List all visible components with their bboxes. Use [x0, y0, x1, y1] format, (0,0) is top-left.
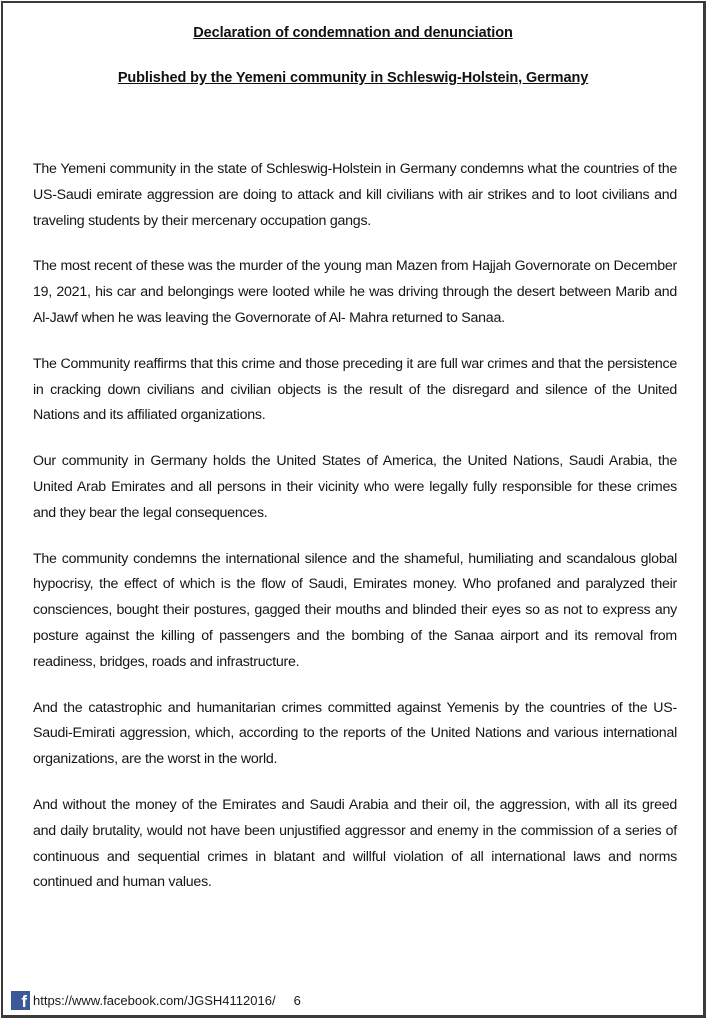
footer-url[interactable]: https://www.facebook.com/JGSH4112016/ [33, 993, 276, 1008]
document-page [1, 1, 706, 1018]
page-footer [11, 991, 301, 1010]
facebook-icon: f [11, 991, 30, 1010]
document-title: Declaration of condemnation and denunciation [193, 25, 513, 41]
paragraph: Our community in Germany holds the United States of America, the United Nations, Saudi Arabia, the United Arab Emirates and all persons in their vicinity who were legally fully responsible for these crimes and they bear the legal consequences. [33, 453, 677, 521]
paragraph: The community condemns the international silence and the shameful, humiliating and scandalous global hypocrisy, the effect of which is the flow of Saudi, Emirates money. Who profaned and paralyzed their consciences, bought their postures, gagged their mouths and blinded their eyes so as not to express any posture against the killing of passengers and the bombing of the Sanaa airport and its removal from readiness, bridges, roads and infrastructure. [33, 550, 677, 670]
paragraph: And without the money of the Emirates and Saudi Arabia and their oil, the aggression, with all its greed and daily brutality, would not have been unjustified aggressor and enemy in the commission of a series of continuous and sequential crimes in blatant and willful violation of all international laws and norms continued and human values. [33, 796, 677, 891]
paragraph: The Yemeni community in the state of Schleswig-Holstein in Germany condemns what the countries of the US-Saudi emirate aggression are doing to attack and kill civilians with air strikes and to loot civilians and traveling students by their mercenary occupation gangs. [33, 161, 677, 229]
paragraph: The most recent of these was the murder of the young man Mazen from Hajjah Governorate on December 19, 2021, his car and belongings were looted while he was driving through the desert between Marib and Al-Jawf when he was leaving the Governorate of Al- Mahra returned to Sanaa. [33, 258, 677, 326]
page-number: 6 [293, 993, 301, 1008]
paragraph: The Community reaffirms that this crime and those preceding it are full war crimes and that the persistence in cracking down civilians and civilian objects is the result of the disregard and silence of the United Nations and its affiliated organizations. [33, 355, 677, 424]
document-subtitle: Published by the Yemeni community in Schleswig-Holstein, Germany [117, 70, 589, 86]
paragraph: And the catastrophic and humanitarian crimes committed against Yemenis by the countries of the US-Saudi-Emirati aggression, which, according to the reports of the United Nations and various international organizations, are the worst in the world. [33, 699, 677, 768]
document-body [33, 157, 677, 916]
